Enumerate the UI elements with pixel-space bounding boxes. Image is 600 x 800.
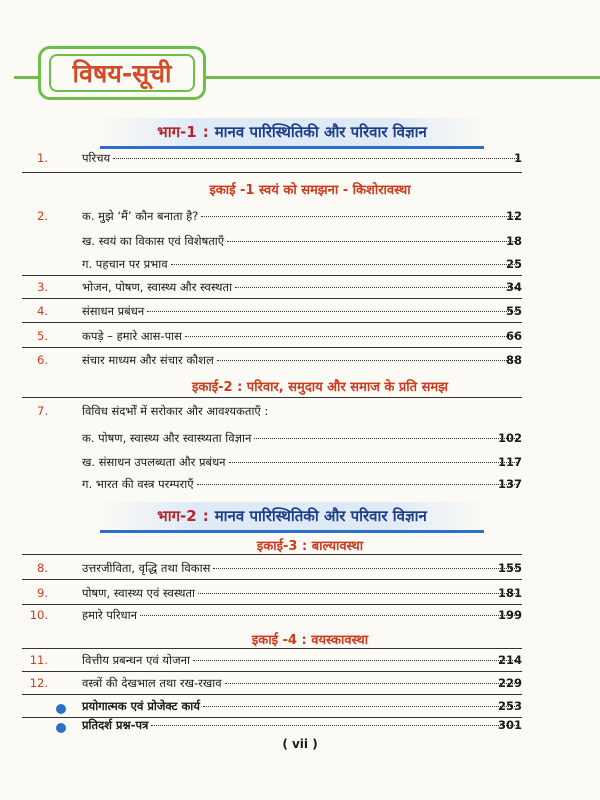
toc-entry-4[interactable] <box>0 304 600 324</box>
title-frame <box>38 46 206 100</box>
entry-title: क. पोषण, स्वास्थ्य और स्वास्थ्यता विज्ञान <box>82 431 252 445</box>
toc-entry-3[interactable] <box>0 280 600 300</box>
entry-number: 1. <box>37 151 48 165</box>
toc-entry-sample-paper[interactable] <box>0 718 600 738</box>
entry-title: भोजन, पोषण, स्वास्थ्य और स्वस्थता <box>82 280 233 294</box>
toc-entry-2a[interactable] <box>0 209 600 229</box>
part-2-label: भाग-2 <box>157 507 197 525</box>
entry-number: 3. <box>37 280 48 294</box>
toc-entry-7 <box>0 404 600 424</box>
entry-number: 11. <box>29 653 48 667</box>
leader-dots <box>217 360 517 361</box>
entry-title: ख. स्वयं का विकास एवं विशेषताएँ <box>82 234 225 248</box>
page-number: 199 <box>497 608 522 622</box>
part-1-heading <box>100 118 484 149</box>
entry-title: ग. पहचान पर प्रभाव <box>82 257 168 271</box>
leader-dots <box>198 593 517 594</box>
page-number: 34 <box>505 280 522 294</box>
leader-dots <box>113 158 517 159</box>
toc-entry-7c[interactable] <box>0 477 600 497</box>
entry-title: ग. भारत की वस्त्र परम्पराएँ <box>82 477 194 491</box>
page-number: 181 <box>497 586 522 600</box>
part-2-title: मानव पारिस्थितिकी और परिवार विज्ञान <box>214 507 427 525</box>
entry-divider <box>22 172 522 173</box>
leader-dots <box>229 462 517 463</box>
entry-title: विविध संदर्भों में सरोकार और आवश्यकताएँ : <box>82 404 269 418</box>
leader-dots <box>201 216 517 217</box>
entry-divider <box>22 694 522 695</box>
entry-title: हमारे परिधान <box>82 608 137 622</box>
leader-dots <box>185 336 517 337</box>
leader-dots <box>254 438 517 439</box>
page-number: 214 <box>497 653 522 667</box>
leader-dots <box>213 568 517 569</box>
entry-divider <box>22 397 522 398</box>
page-number: 88 <box>505 353 522 367</box>
entry-divider <box>22 554 522 555</box>
page-number: 102 <box>497 431 522 445</box>
part-1-title: मानव पारिस्थितिकी और परिवार विज्ञान <box>214 123 427 141</box>
toc-entry-7a[interactable] <box>0 431 600 451</box>
toc-entry-7b[interactable] <box>0 455 600 475</box>
bullet-icon <box>56 704 66 714</box>
toc-entry-5[interactable] <box>0 329 600 349</box>
toc-entry-10[interactable] <box>0 608 600 628</box>
entry-number: 8. <box>37 561 48 575</box>
part-1-label: भाग-1 <box>157 123 197 141</box>
leader-dots <box>227 241 517 242</box>
part-1-colon: : <box>202 123 209 141</box>
toc-entry-practical[interactable] <box>0 699 600 719</box>
toc-entry-2c[interactable] <box>0 257 600 277</box>
entry-number: 12. <box>29 676 48 690</box>
page-number: 117 <box>497 455 522 469</box>
entry-divider <box>22 579 522 580</box>
page-number: 18 <box>505 234 522 248</box>
entry-number: 10. <box>29 608 48 622</box>
toc-entry-12[interactable] <box>0 676 600 696</box>
entry-title: संचार माध्यम और संचार कौशल <box>82 353 214 367</box>
unit-3-heading: इकाई-3 : बाल्यावस्था <box>256 539 364 554</box>
page-number: 253 <box>497 699 522 713</box>
page-number: 12 <box>505 209 522 223</box>
toc-entry-8[interactable] <box>0 561 600 581</box>
entry-number: 9. <box>37 586 48 600</box>
bullet-icon <box>56 723 66 733</box>
page-number: 229 <box>497 676 522 690</box>
page-number: 301 <box>497 718 522 732</box>
unit-2-heading: इकाई-2 : परिवार, समुदाय और समाज के प्रति समझ <box>192 380 448 395</box>
entry-divider <box>22 298 522 299</box>
toc-entry-11[interactable] <box>0 653 600 673</box>
entry-number: 6. <box>37 353 48 367</box>
entry-title: प्रतिदर्श प्रश्न-पत्र <box>82 718 149 732</box>
entry-divider <box>22 322 522 323</box>
page-number: 1 <box>513 151 522 165</box>
leader-dots <box>171 264 517 265</box>
entry-title: ख. संसाधन उपलब्धता और प्रबंधन <box>82 455 226 469</box>
leader-dots <box>193 660 517 661</box>
part-2-colon: : <box>202 507 209 525</box>
entry-divider <box>22 648 522 649</box>
leader-dots <box>225 683 517 684</box>
leader-dots <box>147 311 517 312</box>
page-number: 66 <box>505 329 522 343</box>
part-2-heading <box>100 502 484 533</box>
leader-dots <box>203 706 517 707</box>
entry-number: 7. <box>37 404 48 418</box>
entry-title: वस्त्रों की देखभाल तथा रख-रखाव <box>82 676 222 690</box>
entry-divider <box>22 347 522 348</box>
entry-divider <box>22 604 522 605</box>
page-number: 25 <box>505 257 522 271</box>
leader-dots <box>235 287 517 288</box>
toc-entry-9[interactable] <box>0 586 600 606</box>
entry-divider <box>22 671 522 672</box>
toc-entry-6[interactable] <box>0 353 600 373</box>
entry-number: 5. <box>37 329 48 343</box>
entry-title: संसाधन प्रबंधन <box>82 304 145 318</box>
entry-title: उत्तरजीविता, वृद्धि तथा विकास <box>82 561 211 575</box>
page-number: 137 <box>497 477 522 491</box>
page-number: 155 <box>497 561 522 575</box>
toc-entry-2b[interactable] <box>0 234 600 254</box>
unit-1-heading: इकाई -1 स्वयं को समझना - किशोरावस्था <box>209 183 411 198</box>
entry-title: प्रयोगात्मक एवं प्रोजेक्ट कार्य <box>82 699 200 713</box>
page-number: 55 <box>505 304 522 318</box>
entry-title: परिचय <box>82 151 111 165</box>
entry-number: 2. <box>37 209 48 223</box>
leader-dots <box>197 484 517 485</box>
page-title: विषय-सूची <box>49 54 195 92</box>
page-footer-number: ( vii ) <box>282 737 318 751</box>
entry-title: कपड़े – हमारे आस-पास <box>82 329 182 343</box>
entry-number: 4. <box>37 304 48 318</box>
entry-divider <box>22 275 522 276</box>
unit-4-heading: इकाई -4 : वयस्कावस्था <box>251 633 369 648</box>
entry-title: वित्तीय प्रबन्धन एवं योजना <box>82 653 190 667</box>
leader-dots <box>151 725 517 726</box>
leader-dots <box>140 615 517 616</box>
entry-title: क. मुझे ‘मैं’ कौन बनाता है? <box>82 209 199 223</box>
entry-title: पोषण, स्वास्थ्य एवं स्वस्थता <box>82 586 196 600</box>
toc-entry-1[interactable] <box>0 151 600 171</box>
